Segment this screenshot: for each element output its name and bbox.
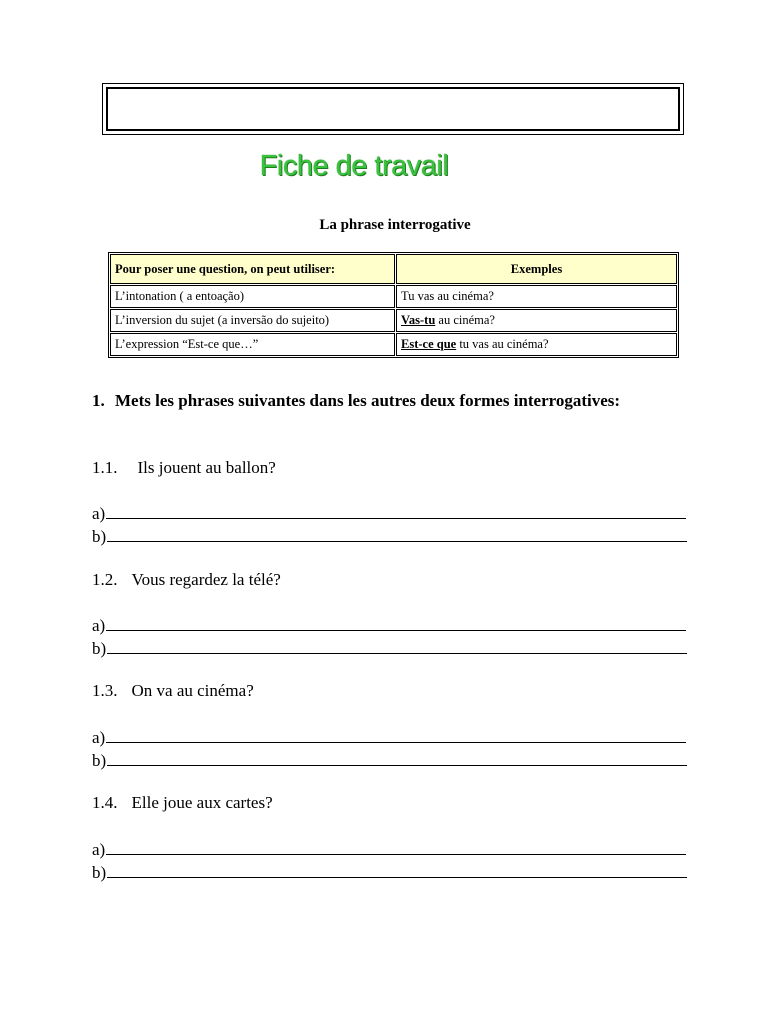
- exercise-instruction: [92, 390, 695, 412]
- item-number: 1.4.: [92, 793, 118, 812]
- answer-rule: [106, 503, 686, 519]
- page-title: Fiche de travail: [259, 150, 449, 182]
- example-emphasis: Est-ce que: [401, 337, 457, 351]
- table-row: [110, 309, 677, 332]
- header-frame-inner: [106, 87, 680, 131]
- item-sentence: Vous regardez la télé?: [131, 570, 281, 589]
- table-header-row: [110, 254, 677, 284]
- table-cell-method: L’intonation ( a entoação): [110, 285, 395, 308]
- table-cell-method: L’expression “Est-ce que…”: [110, 333, 395, 356]
- item-sentence: Elle joue aux cartes?: [131, 793, 273, 812]
- exercise-item: [92, 570, 281, 590]
- example-text: au cinéma?: [435, 313, 495, 327]
- answer-label: b): [92, 527, 107, 546]
- answer-label: a): [92, 504, 106, 523]
- header-frame: [102, 83, 684, 135]
- answer-line-a[interactable]: [92, 615, 686, 636]
- answer-label: b): [92, 639, 107, 658]
- answer-line-b[interactable]: [92, 526, 687, 547]
- answer-label: a): [92, 728, 106, 747]
- table-cell-method: L’inversion du sujet (a inversão do sujeito): [110, 309, 395, 332]
- answer-rule: [107, 862, 687, 878]
- answer-label: b): [92, 863, 107, 882]
- item-number: 1.3.: [92, 681, 118, 700]
- table-header-method: Pour poser une question, on peut utiliser:: [110, 254, 395, 284]
- answer-label: a): [92, 616, 106, 635]
- answer-line-b[interactable]: [92, 862, 687, 883]
- exercise-item: [92, 458, 276, 478]
- answer-rule: [106, 727, 686, 743]
- table-row: [110, 285, 677, 308]
- answer-line-b[interactable]: [92, 750, 687, 771]
- exercise-item: [92, 681, 254, 701]
- exercise-number: 1.: [92, 391, 105, 410]
- exercise-item: [92, 793, 273, 813]
- answer-line-a[interactable]: [92, 727, 686, 748]
- table-row: [110, 333, 677, 356]
- table-cell-example: [396, 285, 677, 308]
- page-subtitle: La phrase interrogative: [319, 217, 471, 233]
- answer-rule: [107, 638, 687, 654]
- answer-label: b): [92, 751, 107, 770]
- grammar-table: [108, 252, 679, 358]
- exercise-instruction-text: Mets les phrases suivantes dans les autres deux formes interrogatives:: [115, 391, 621, 410]
- item-number: 1.1.: [92, 458, 118, 477]
- table-header-examples: Exemples: [396, 254, 677, 284]
- answer-label: a): [92, 840, 106, 859]
- item-sentence: Ils jouent au ballon?: [137, 458, 276, 477]
- answer-rule: [106, 839, 686, 855]
- answer-rule: [107, 750, 687, 766]
- table-cell-example: [396, 333, 677, 356]
- item-number: 1.2.: [92, 570, 118, 589]
- answer-rule: [107, 526, 687, 542]
- answer-line-b[interactable]: [92, 638, 687, 659]
- answer-line-a[interactable]: [92, 839, 686, 860]
- example-text: tu vas au cinéma?: [456, 337, 549, 351]
- answer-line-a[interactable]: [92, 503, 686, 524]
- answer-rule: [106, 615, 686, 631]
- table-cell-example: [396, 309, 677, 332]
- item-sentence: On va au cinéma?: [131, 681, 254, 700]
- example-emphasis: Vas-tu: [401, 313, 436, 327]
- example-text: Tu vas au cinéma?: [401, 289, 494, 303]
